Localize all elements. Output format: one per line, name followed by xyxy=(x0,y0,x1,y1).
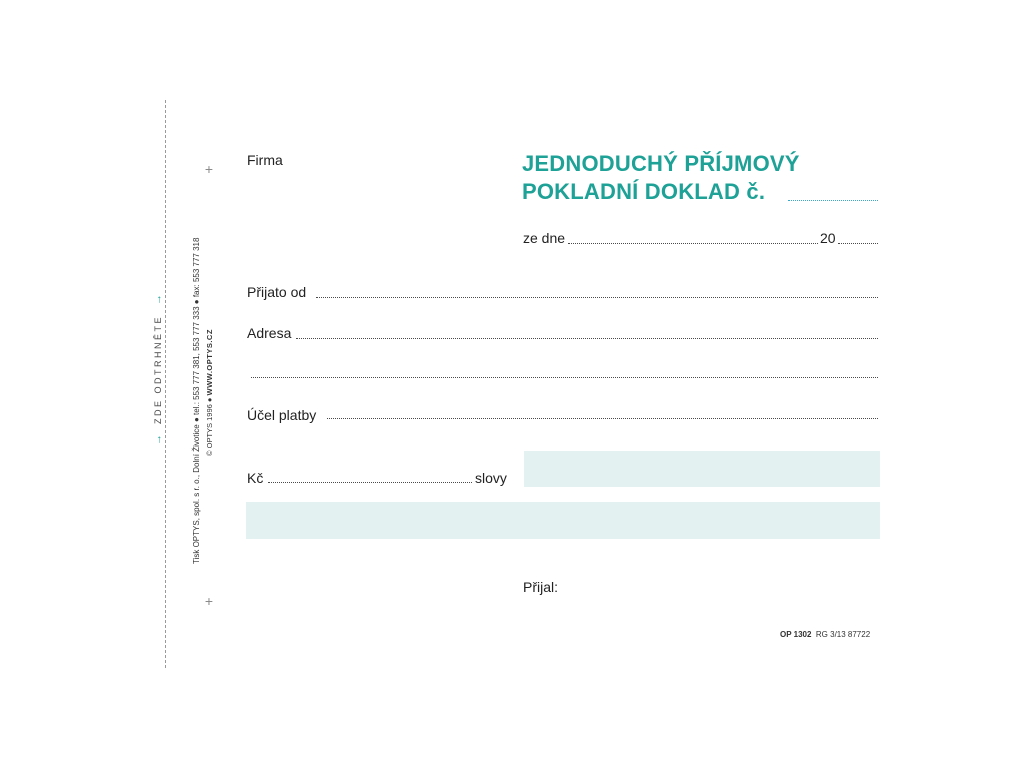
amount-label: Kč xyxy=(247,470,264,486)
form-code-number: OP 1302 xyxy=(780,630,812,639)
arrow-right-icon: → xyxy=(152,293,164,305)
year-field[interactable] xyxy=(838,243,878,244)
company-label: Firma xyxy=(247,152,283,168)
received-from-field[interactable] xyxy=(316,297,878,298)
printer-contact: Tisk OPTYS, spol. s r. o., Dolní Životice ● tel.: 553 777 381, 553 777 333 ● fax: 553 777 318 xyxy=(192,237,201,564)
form-code xyxy=(780,630,870,639)
document-title xyxy=(522,150,800,206)
tear-off-text: ZDE ODTRHNĚTE xyxy=(153,314,163,424)
amount-field[interactable] xyxy=(268,482,472,483)
address-field-2[interactable] xyxy=(251,377,878,378)
title-line-2: POKLADNÍ DOKLAD č. xyxy=(522,179,766,204)
copyright-text: © OPTYS 1996 ● xyxy=(205,397,214,456)
registration-mark-top: + xyxy=(204,161,214,177)
tear-off-label xyxy=(152,294,164,445)
received-from-label: Přijato od xyxy=(247,284,307,300)
amount-in-words-continuation[interactable] xyxy=(246,502,880,539)
received-by-label: Přijal: xyxy=(523,579,559,595)
address-field-1[interactable] xyxy=(296,338,878,339)
amount-in-words-box[interactable] xyxy=(524,451,880,487)
title-line-1: JEDNODUCHÝ PŘÍJMOVÝ xyxy=(522,151,800,176)
date-field[interactable] xyxy=(568,243,818,244)
year-prefix: 20 xyxy=(820,230,836,246)
document-number-field[interactable] xyxy=(788,200,878,201)
registration-mark-bottom: + xyxy=(204,593,214,609)
form-code-ref: RG 3/13 87722 xyxy=(815,630,871,639)
printer-website: WWW.OPTYS.CZ xyxy=(205,329,214,396)
tear-off-line xyxy=(165,100,166,668)
in-words-label: slovy xyxy=(475,470,507,486)
arrow-right-icon: → xyxy=(152,434,164,445)
date-label: ze dne xyxy=(523,230,566,246)
purpose-label: Účel platby xyxy=(247,407,317,423)
purpose-field[interactable] xyxy=(327,418,878,419)
address-label: Adresa xyxy=(247,325,292,341)
printer-copyright xyxy=(205,329,214,456)
